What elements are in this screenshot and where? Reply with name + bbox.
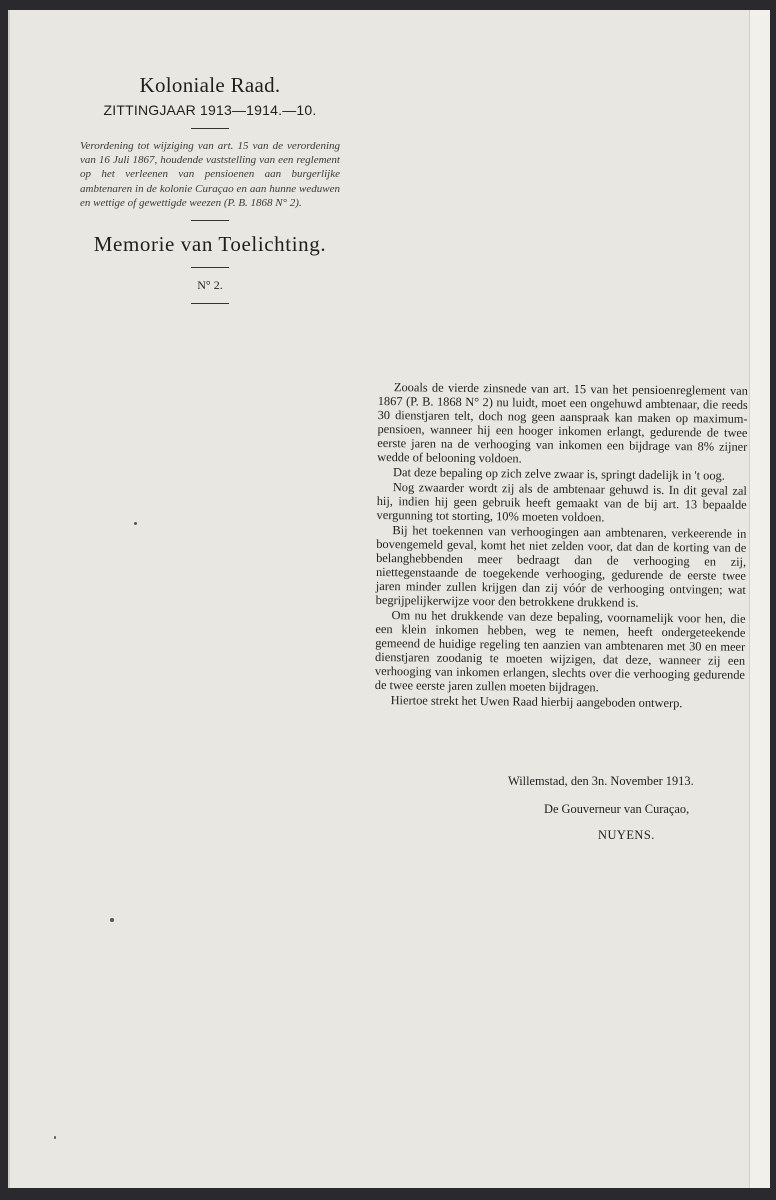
paper-speck xyxy=(54,1136,56,1139)
signatory-role: De Gouverneur van Curaçao, xyxy=(544,802,690,816)
paragraph: Bij het toekennen van verhoogingen aan ambtenaren, verkeerende in bovengemeld geval, komt het niet zelden voor, dat dan de korting van de belanghebbenden meer bedraagt dan de verhooging en zij, niettegenstaande de toegekende verhooging, gedurende de eerste twee jaren minder zullen krijgen dan zij vóór de verhooging ontvingen; wat begrijpelijkerwijze voor den betrokkene drukkend is. xyxy=(375,523,747,610)
divider xyxy=(191,267,229,268)
signatory-name: NUYENS. xyxy=(598,828,655,842)
paragraph: Nog zwaarder wordt zij als de ambtenaar gehuwd is. In dit geval zal hij, indien hij geen gebruik heeft gemaakt van de bij art. 13 bepaalde vergunning tot storting, 10% moeten voldoen. xyxy=(376,480,747,525)
divider xyxy=(191,303,229,304)
session-year: ZITTINGJAAR 1913—1914.—10. xyxy=(103,102,317,118)
memorie-title: Memorie van Toelichting. xyxy=(93,232,327,257)
decree-description: Verordening tot wijziging van art. 15 van de verordening van 16 Juli 1867, houdende vaststelling van een reglement op het verleenen van pensioenen aan burgerlijke ambtenaren in de kolonie Curaçao en aan hunne weduwen en wettige of gewettigde weezen (P. B. 1868 N° 2). xyxy=(80,140,340,209)
paper-speck xyxy=(110,918,114,922)
divider xyxy=(191,220,229,221)
paragraph: Dat deze bepaling op zich zelve zwaar is, springt dadelijk in 't oog. xyxy=(392,465,725,483)
document-page xyxy=(8,10,770,1188)
explanatory-text xyxy=(375,380,748,712)
page-edge xyxy=(749,10,770,1188)
paragraph: Om nu het drukkende van deze bepaling, voornamelijk voor hen, die een klein inkomen hebben, weg te nemen, heeft ondergeteekende gemeend de huidige regeling ten aanzien van ambtenaren met 30 en meer dienstjaren zoodanig te moeten wijzigen, dat deze, wanneer zij een verhooging van inkomen erlangen, slechts over die verhooging gedurende de twee eerste jaren zullen moeten bijdragen. xyxy=(374,608,746,695)
place-date: Willemstad, den 3n. November 1913. xyxy=(508,774,694,788)
header-column xyxy=(70,72,350,314)
paragraph: Zooals de vierde zinsnede van art. 15 van het pensioenreglement van 1867 (P. B. 1868 N° 2) nu luidt, moet een ongehuwd ambtenaar, die reeds 30 dienstjaren telt, doch nog geen aanspraak kan maken op maximum-pensioen, wanneer hij een hooger inkomen erlangt, gedurende de twee eerste jaren na de verhooging van inkomen een bijdrage van 8% zijner wedde of belooning voldoen. xyxy=(377,380,748,466)
paragraph: Hiertoe strekt het Uwen Raad hierbij aangeboden ontwerp. xyxy=(390,693,683,711)
divider xyxy=(191,128,229,129)
signature-block xyxy=(378,774,748,842)
document-number: N° 2. xyxy=(197,278,223,293)
council-title: Koloniale Raad. xyxy=(139,73,281,97)
paper-speck xyxy=(134,522,137,525)
